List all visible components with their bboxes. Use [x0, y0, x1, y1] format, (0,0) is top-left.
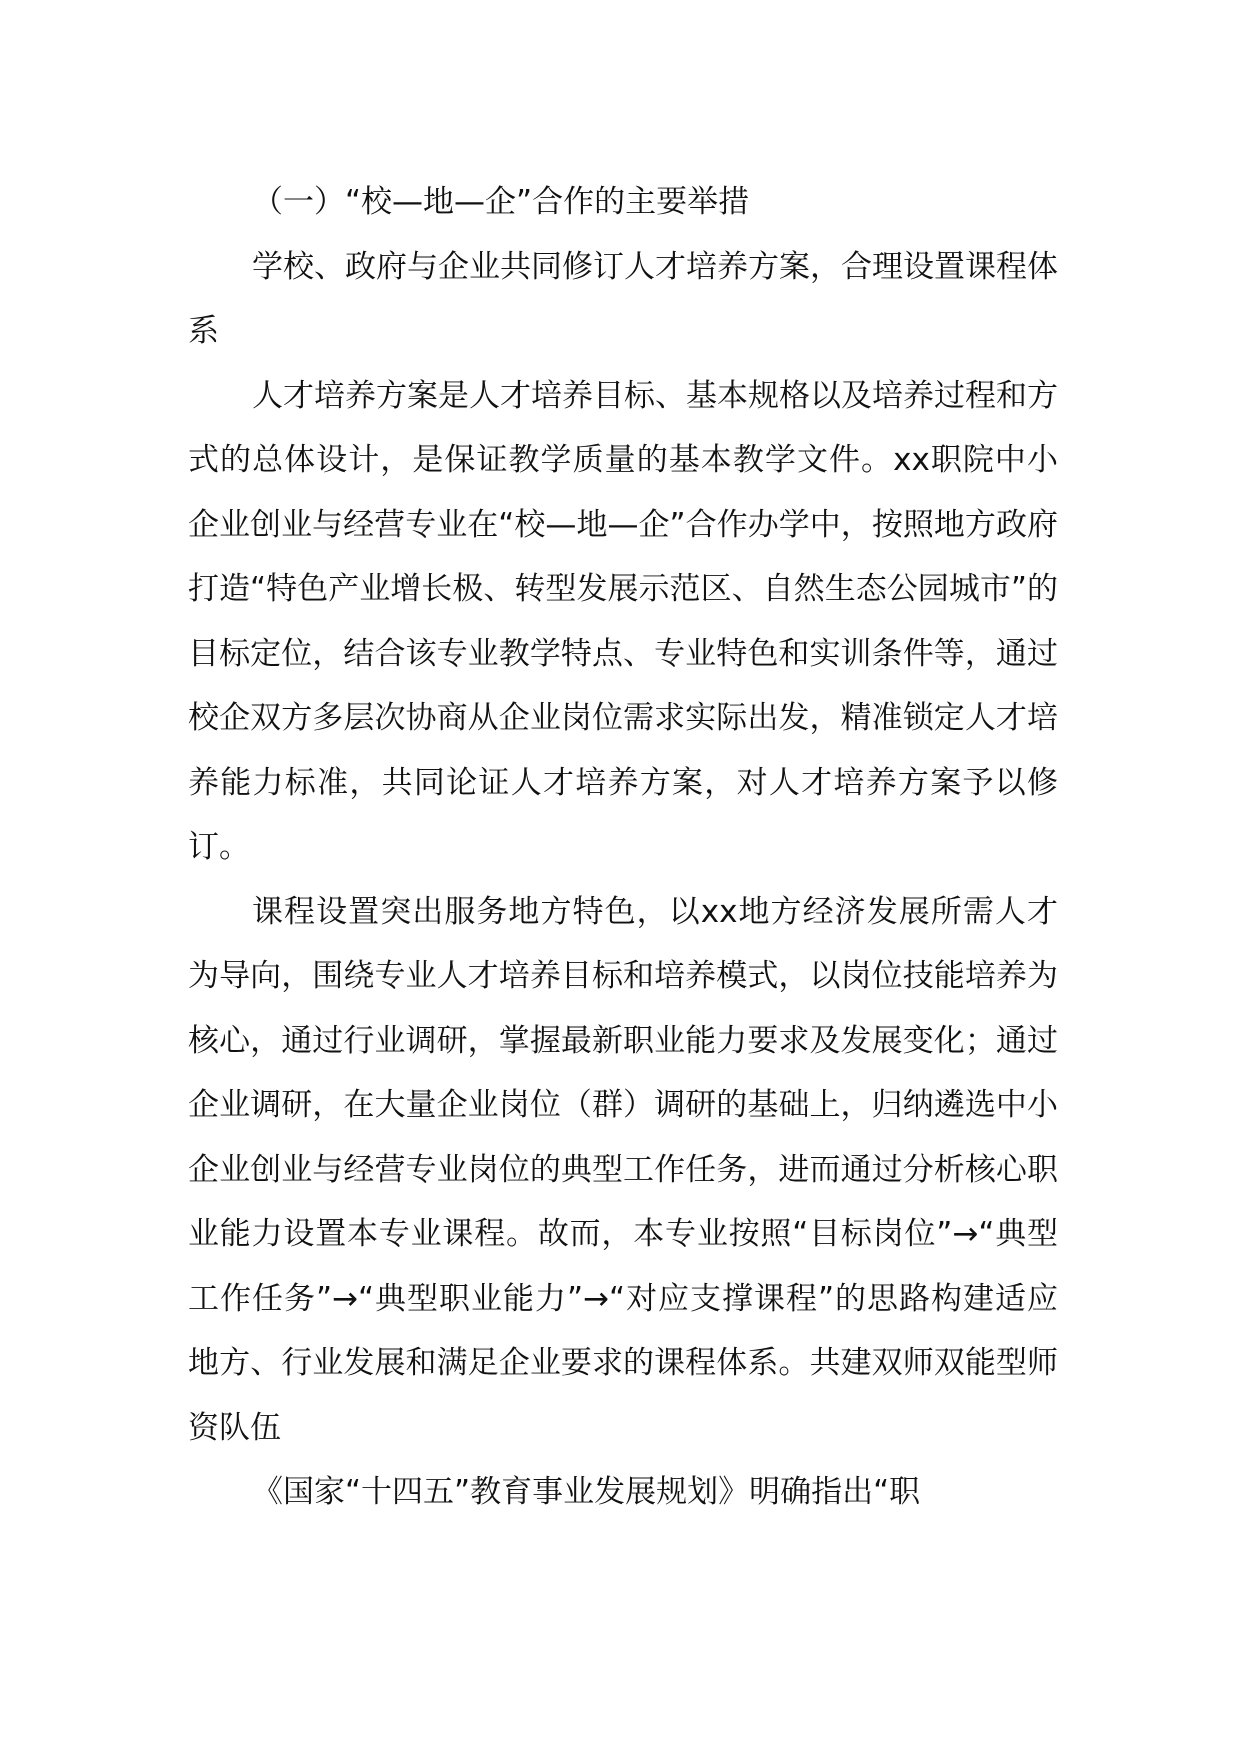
paragraph-2: 人才培养方案是人才培养目标、基本规格以及培养过程和方式的总体设计，是保证教学质量的基本教学文件。xx职院中小企业创业与经营专业在“校—地—企”合作办学中，按照地方政府打造“特色产业增长极、转型发展示范区、自然生态公园城市”的目标定位，结合该专业教学特点、专业特色和实训条件等，通过校企双方多层次协商从企业岗位需求实际出发，精准锁定人才培养能力标准，共同论证人才培养方案，对人才培养方案予以修订。 [188, 377, 1058, 865]
paragraph-3: 课程设置突出服务地方特色，以xx地方经济发展所需人才为导向，围绕专业人才培养目标和培养模式，以岗位技能培养为核心，通过行业调研，掌握最新职业能力要求及发展变化；通过企业调研，在大量企业岗位（群）调研的基础上，归纳遴选中小企业创业与经营专业岗位的典型工作任务，进而通过分析核心职业能力设置本专业课程。故而，本专业按照“目标岗位”→“典型工作任务”→“典型职业能力”→“对应支撑课程”的思路构建适应地方、行业发展和满足企业要求的课程体系。共建双师双能型师资队伍 [188, 893, 1058, 1446]
section-heading: （一）“校—地—企”合作的主要举措 [252, 184, 750, 220]
document-body [188, 170, 1058, 1525]
paragraph-1: 学校、政府与企业共同修订人才培养方案，合理设置课程体系 [188, 248, 1058, 349]
paragraph-4: 《国家“十四五”教育事业发展规划》明确指出“职 [252, 1474, 921, 1510]
